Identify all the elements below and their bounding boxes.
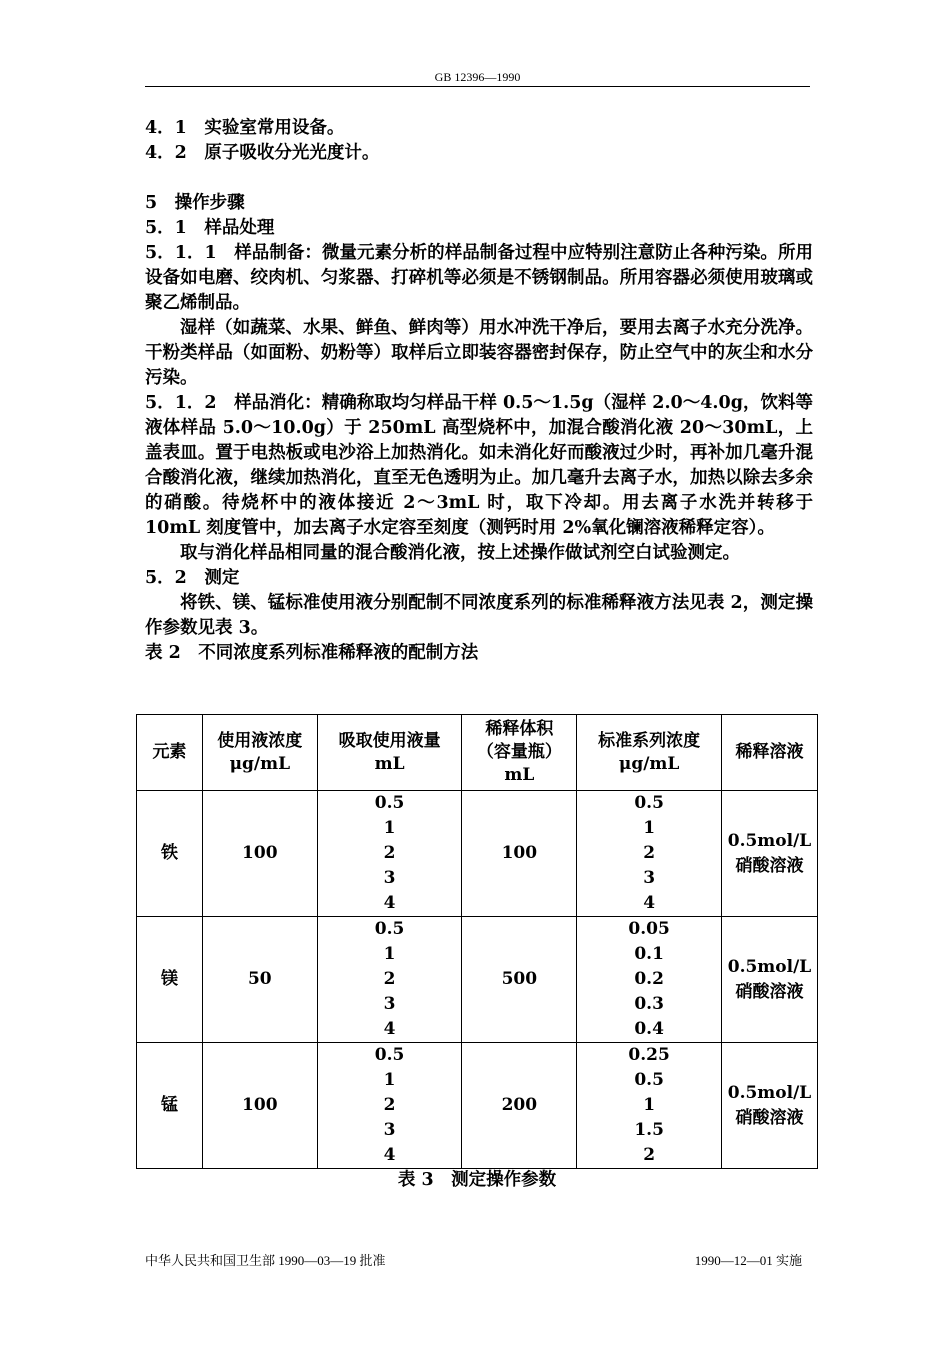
paragraph-wet-sample: 湿样（如蔬菜、水果、鲜鱼、鲜肉等）用水冲洗干净后，要用去离子水充分洗净。干粉类样品（如面粉、奶粉等）取样后立即装容器密封保存，防止空气中的灰尘和水分污染。 — [145, 318, 813, 388]
table-row — [137, 791, 818, 917]
cell-pipette-volumes: 0.5 1 2 3 4 — [317, 1043, 462, 1169]
header-stock-conc: 使用液浓度 μg/mL — [202, 715, 317, 791]
header-element: 元素 — [137, 715, 203, 791]
paragraph-5-1-2: 5．1．2 样品消化：精确称取均匀样品干样 0.5～1.5g（湿样 2.0～4.0g，饮料等液体样品 5.0～10.0g）于 250mL 高型烧杯中，加混合酸消化液 20～30mL，上盖表皿。置于电热板或电沙浴上加热消化。如未消化好而酸液过少时，再补加几毫升混合酸消化液，继续加热消化，直至无色透明为止。加几毫升去离子水，加热以除去多余的硝酸。待烧杯中的液体接近 2～3mL 时，取下冷却。用去离子水洗并转移于 10mL 刻度管中，加去离子水定容至刻度（测钙时用 2%氧化镧溶液稀释定容）。 — [145, 393, 813, 538]
cell-dilution-volume: 200 — [462, 1043, 577, 1169]
body-text — [145, 116, 813, 666]
table2-caption: 表 2 不同浓度系列标准稀释液的配制方法 — [145, 643, 479, 663]
cell-diluent: 0.5mol/L 硝酸溶液 — [722, 1043, 818, 1169]
footer-effective: 1990—12—01 实施 — [694, 1253, 802, 1268]
header-rule — [145, 86, 810, 87]
cell-element: 锰 — [137, 1043, 203, 1169]
section-heading-5: 5 操作步骤 — [145, 193, 245, 213]
footer-approval: 中华人民共和国卫生部 1990—03—19 批准 — [145, 1253, 386, 1268]
table-row — [137, 917, 818, 1043]
cell-dilution-volume: 500 — [462, 917, 577, 1043]
cell-element: 镁 — [137, 917, 203, 1043]
paragraph-5-2: 将铁、镁、锰标准使用液分别配制不同浓度系列的标准稀释液方法见表 2，测定操作参数见表 3。 — [145, 593, 813, 638]
cell-stock-conc: 100 — [202, 791, 317, 917]
table-header-row — [137, 715, 818, 791]
cell-diluent: 0.5mol/L 硝酸溶液 — [722, 791, 818, 917]
section-heading-5-1: 5．1 样品处理 — [145, 218, 275, 238]
table-2 — [136, 714, 818, 1169]
paragraph-5-1-1: 5．1．1 样品制备：微量元素分析的样品制备过程中应特别注意防止各种污染。所用设备如电磨、绞肉机、匀浆器、打碎机等必须是不锈钢制品。所用容器必须使用玻璃或聚乙烯制品。 — [145, 243, 813, 313]
header-diluent: 稀释溶液 — [722, 715, 818, 791]
table-row — [137, 1043, 818, 1169]
cell-element: 铁 — [137, 791, 203, 917]
header-standard-conc: 标准系列浓度 μg/mL — [577, 715, 722, 791]
cell-standard-concs: 0.05 0.1 0.2 0.3 0.4 — [577, 917, 722, 1043]
header-dilution-volume: 稀释体积 （容量瓶） mL — [462, 715, 577, 791]
paragraph-blank-test: 取与消化样品相同量的混合酸消化液，按上述操作做试剂空白试验测定。 — [180, 543, 740, 563]
cell-diluent: 0.5mol/L 硝酸溶液 — [722, 917, 818, 1043]
paragraph-4-1: 4．1 实验室常用设备。 — [145, 118, 345, 138]
header-pipette-volume: 吸取使用液量 mL — [317, 715, 462, 791]
paragraph-4-2: 4．2 原子吸收分光光度计。 — [145, 143, 380, 163]
table3-caption: 表 3 测定操作参数 — [397, 1170, 557, 1190]
page-header: GB 12396—1990 — [434, 70, 521, 84]
cell-stock-conc: 100 — [202, 1043, 317, 1169]
cell-pipette-volumes: 0.5 1 2 3 4 — [317, 917, 462, 1043]
cell-standard-concs: 0.5 1 2 3 4 — [577, 791, 722, 917]
cell-stock-conc: 50 — [202, 917, 317, 1043]
cell-dilution-volume: 100 — [462, 791, 577, 917]
section-heading-5-2: 5．2 测定 — [145, 568, 240, 588]
cell-standard-concs: 0.25 0.5 1 1.5 2 — [577, 1043, 722, 1169]
cell-pipette-volumes: 0.5 1 2 3 4 — [317, 791, 462, 917]
